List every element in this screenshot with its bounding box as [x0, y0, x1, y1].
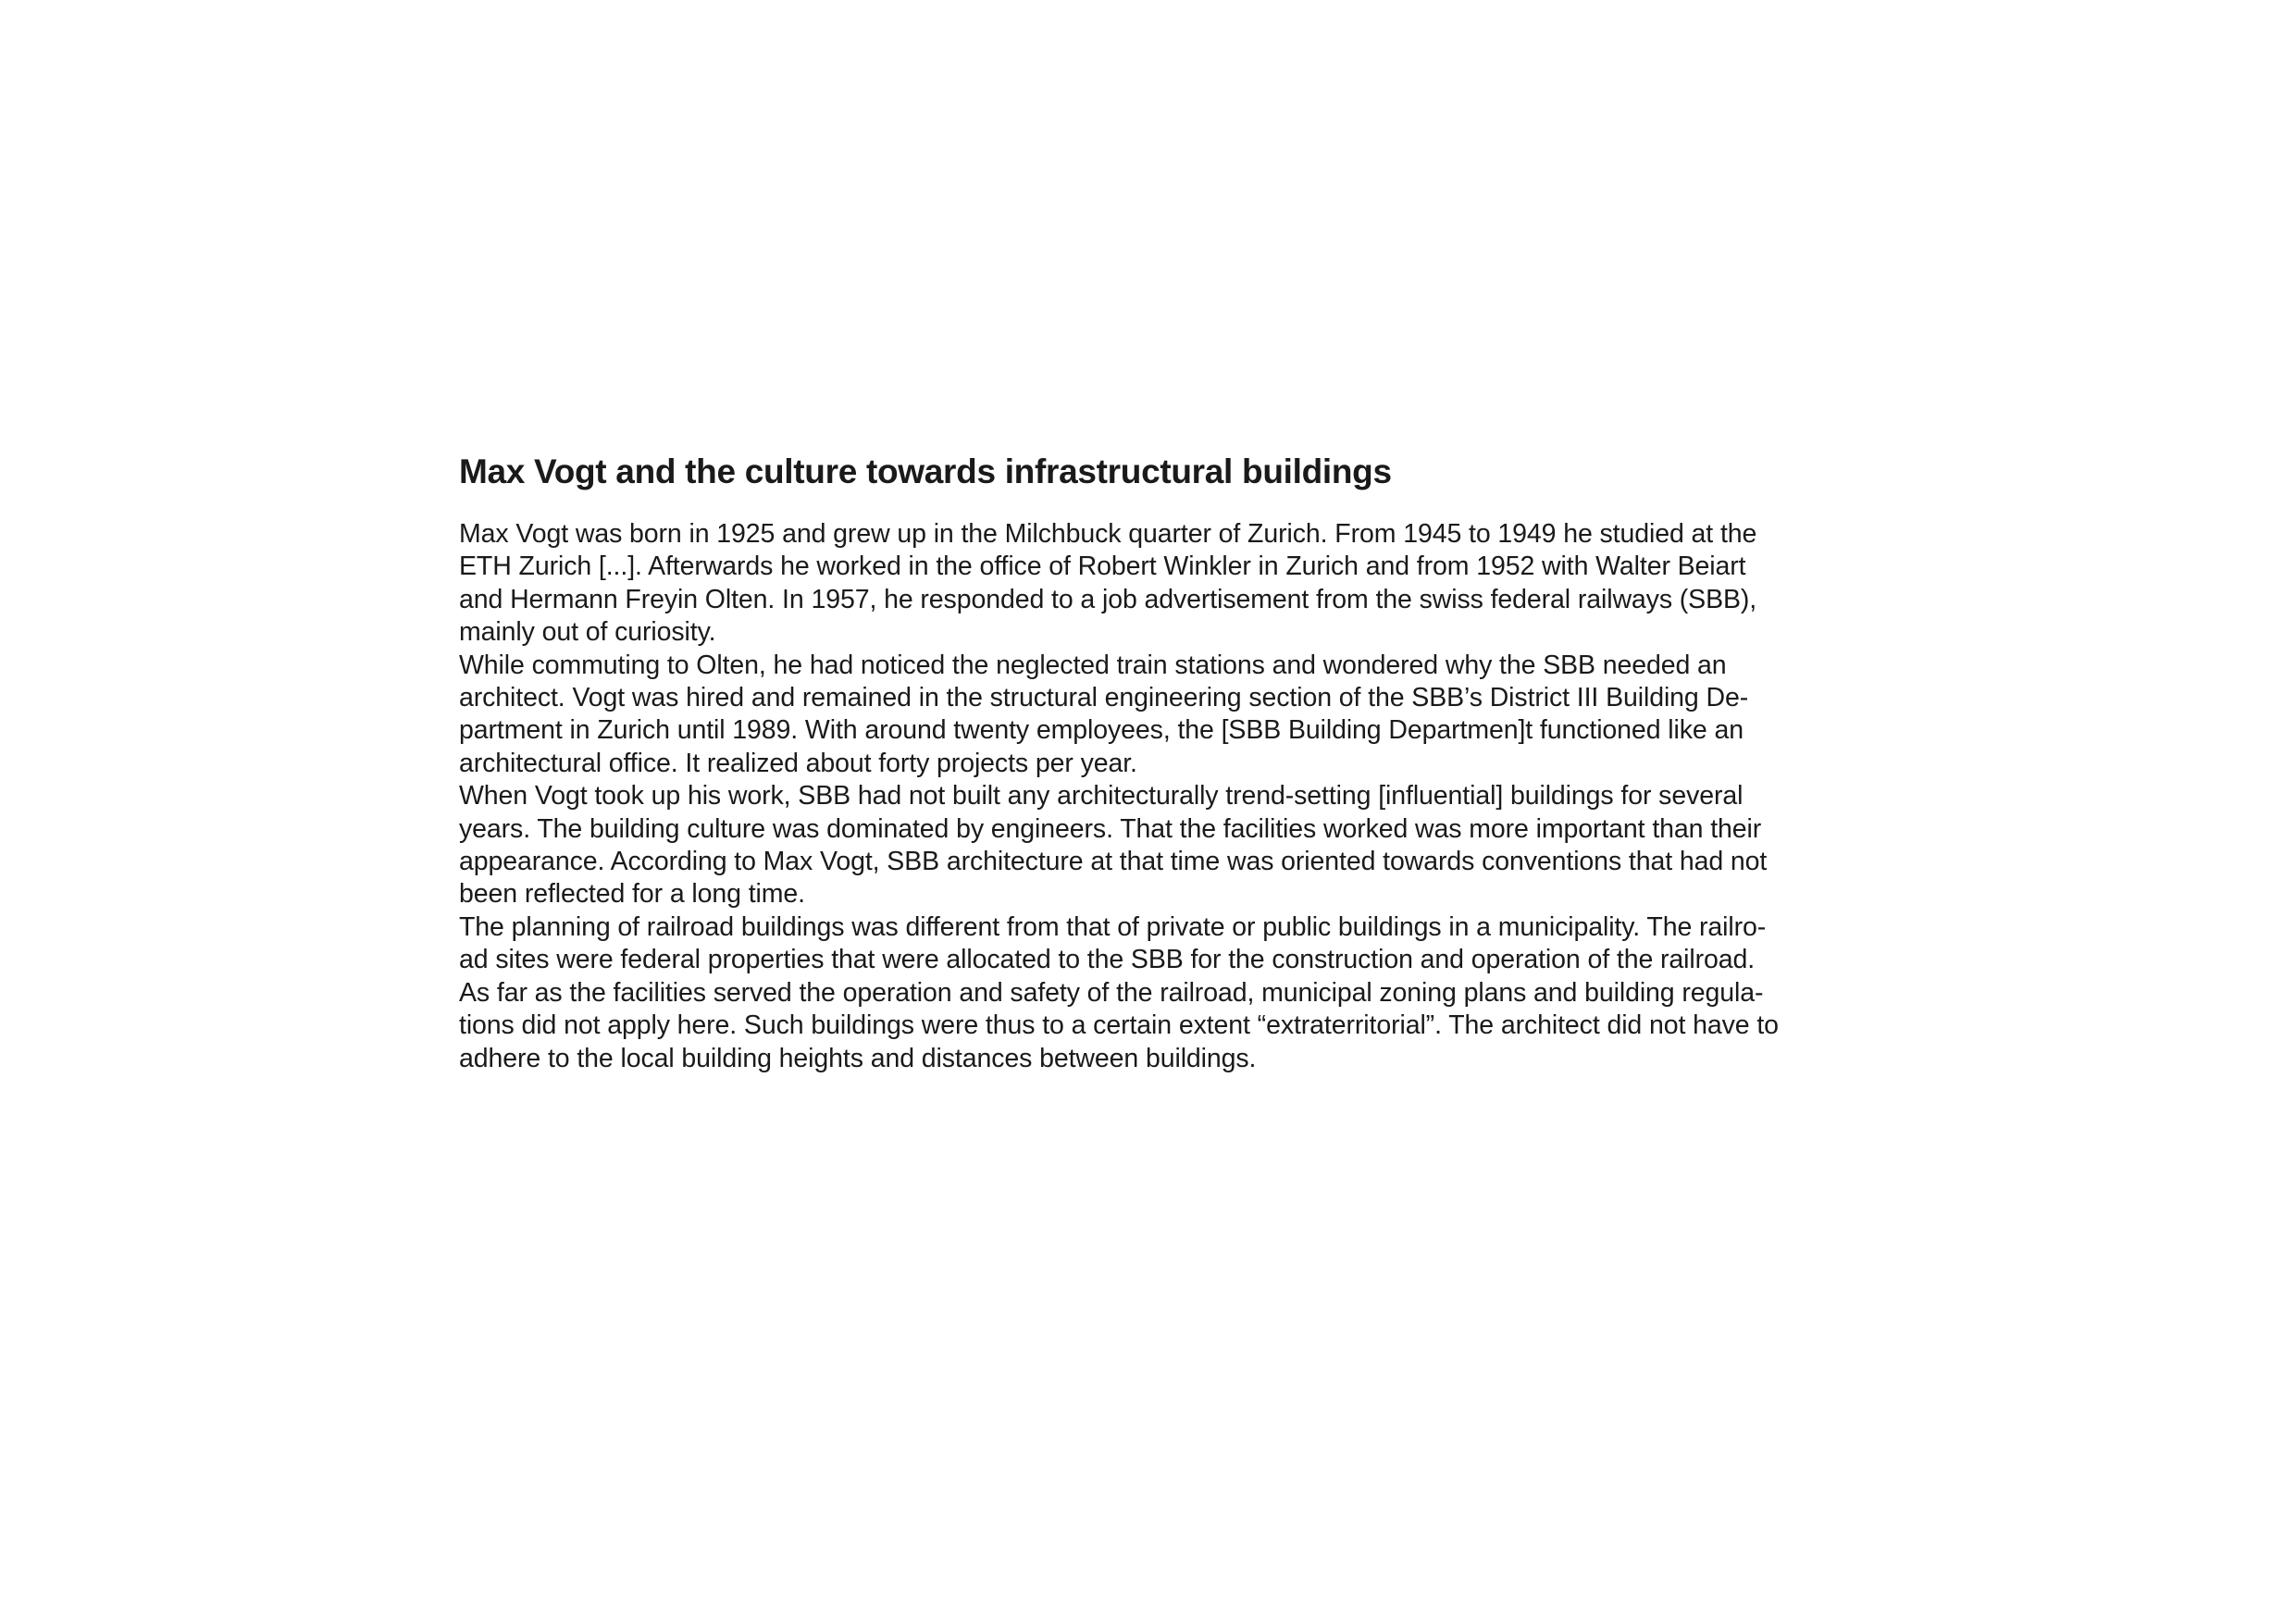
paragraph-line: When Vogt took up his work, SBB had not built any architecturally trend-setting [influential] buildings for several: [459, 781, 1744, 812]
paragraph-building-culture: [459, 780, 1903, 911]
paragraph-line: partment in Zurich until 1989. With around twenty employees, the [SBB Building Departmen]t functioned like an: [459, 715, 1744, 746]
page-title: Max Vogt and the culture towards infrastructural buildings: [459, 452, 1392, 490]
document-content: [459, 452, 1903, 1075]
paragraph-line: and Hermann Freyin Olten. In 1957, he responded to a job advertisement from the swiss federal railways (SBB),: [459, 584, 1757, 614]
paragraph-line: The planning of railroad buildings was different from that of private or public buildings in a municipality. The railro-: [459, 911, 1767, 942]
paragraph-line: been reflected for a long time.: [459, 879, 805, 910]
paragraph-sbb-employment: [459, 650, 1903, 781]
paragraph-line: ad sites were federal properties that were allocated to the SBB for the construction and operation of the railroad.: [459, 945, 1756, 975]
paragraph-railroad-planning: [459, 911, 1903, 1075]
paragraph-line: As far as the facilities served the operation and safety of the railroad, municipal zoning plans and building regula-: [459, 977, 1764, 1008]
paragraph-line: Max Vogt was born in 1925 and grew up in the Milchbuck quarter of Zurich. From 1945 to 1949 he studied at the: [459, 519, 1757, 549]
paragraph-line: ETH Zurich [...]. Afterwards he worked in the office of Robert Winkler in Zurich and from 1952 with Walter Beiart: [459, 551, 1746, 582]
paragraph-line: appearance. According to Max Vogt, SBB architecture at that time was oriented towards conventions that had not: [459, 847, 1768, 877]
paragraph-line: architectural office. It realized about forty projects per year.: [459, 748, 1137, 778]
paragraph-line: adhere to the local building heights and distances between buildings.: [459, 1043, 1257, 1073]
paragraph-biography: [459, 518, 1903, 650]
paragraph-line: While commuting to Olten, he had noticed the neglected train stations and wondered why the SBB needed an: [459, 650, 1727, 680]
paragraph-line: mainly out of curiosity.: [459, 617, 716, 648]
paragraph-line: tions did not apply here. Such buildings were thus to a certain extent “extraterritorial”. The architect did not have to: [459, 1010, 1779, 1041]
paragraph-line: years. The building culture was dominated by engineers. That the facilities worked was more important than their: [459, 813, 1762, 844]
paragraph-line: architect. Vogt was hired and remained in the structural engineering section of the SBB’s District III Building De-: [459, 683, 1749, 713]
